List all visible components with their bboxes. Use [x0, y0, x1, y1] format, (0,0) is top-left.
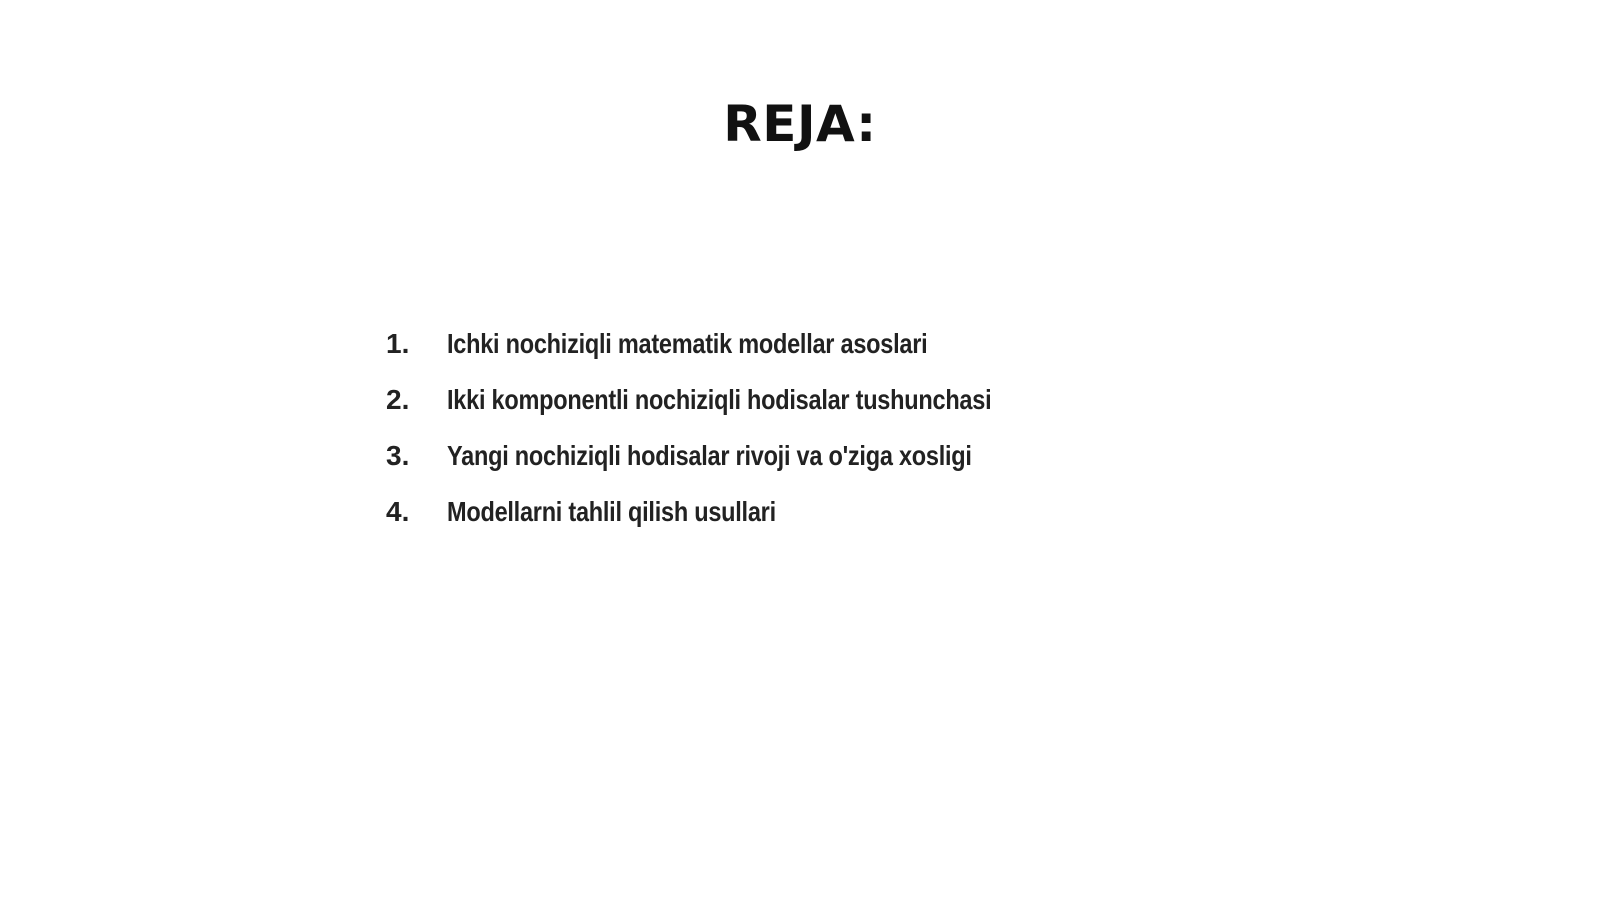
list-item-text: Yangi nochiziqli hodisalar rivoji va o'ziga xosligi	[447, 440, 972, 471]
list-item-number: 3.	[386, 440, 410, 471]
list-item-number: 1.	[386, 328, 410, 359]
list-item	[386, 428, 1095, 484]
list-item	[386, 372, 1095, 428]
plan-list	[386, 316, 1095, 540]
slide-title: REJA:	[723, 95, 877, 153]
list-item-number: 2.	[386, 384, 410, 415]
list-item	[386, 316, 1095, 372]
list-item	[386, 484, 1095, 540]
list-item-text: Ichki nochiziqli matematik modellar asoslari	[447, 328, 928, 359]
list-item-text: Ikki komponentli nochiziqli hodisalar tushunchasi	[447, 384, 992, 415]
list-item-text: Modellarni tahlil qilish usullari	[447, 496, 776, 527]
list-item-number: 4.	[386, 496, 410, 527]
